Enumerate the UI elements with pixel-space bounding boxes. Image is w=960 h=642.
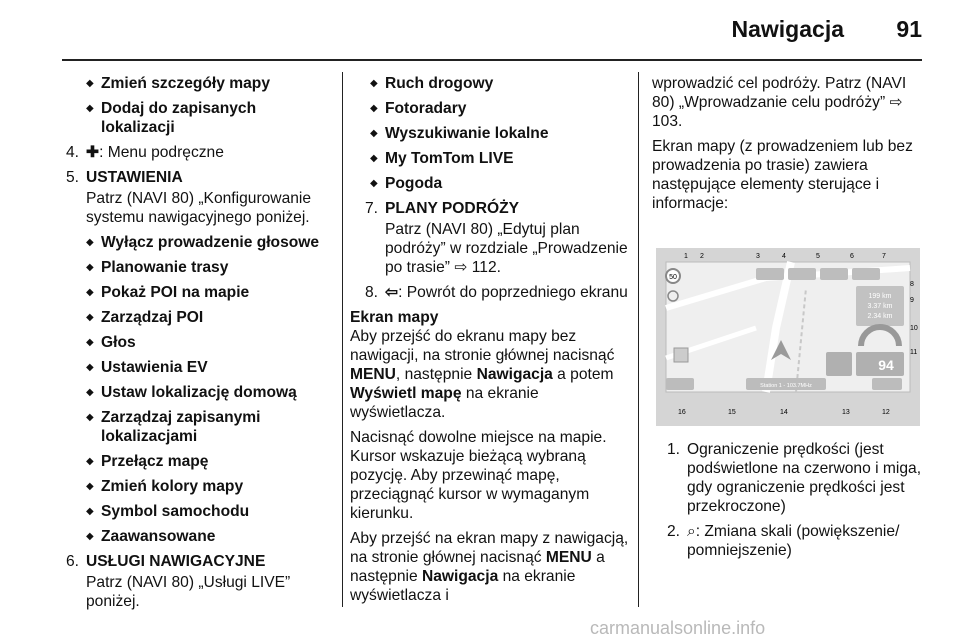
callout-13: 13 [842, 409, 850, 416]
column-3-list [652, 440, 924, 566]
plus-icon: ✚ [86, 144, 100, 161]
bullet-icon: ◆ [86, 481, 94, 492]
list-item-4: 4. ✚: Menu podręczne [66, 144, 224, 161]
bullet-icon: ◆ [86, 387, 94, 398]
list-item: ◆ Zmień szczegóły mapy [86, 75, 270, 92]
callout-12: 12 [882, 409, 890, 416]
page-number: 91 [896, 16, 922, 42]
column-1 [66, 74, 334, 617]
back-arrow-icon: ⇦ [385, 284, 399, 301]
list-item: ◆ Głos [86, 334, 136, 351]
list-item-5: 5. USTAWIENIA [66, 169, 183, 186]
column-2 [350, 74, 632, 611]
callout-14: 14 [780, 409, 788, 416]
station-text: Station 1 - 103.7MHz [760, 383, 812, 389]
header-rule [62, 59, 922, 61]
bullet-icon: ◆ [86, 262, 94, 273]
callout-1: 1 [684, 253, 688, 260]
item-5-description: Patrz (NAVI 80) „Konfigurowanie systemu nawigacyjnego poniżej. [86, 190, 312, 226]
callout-15: 15 [728, 409, 736, 416]
list-item: ◆ Symbol samochodu [86, 503, 250, 520]
list-item: ◆ Fotoradary [370, 100, 467, 117]
callout-7: 7 [882, 253, 886, 260]
bullet-icon: ◆ [86, 412, 94, 423]
callout-11: 11 [910, 349, 918, 356]
paragraph-4: wprowadzić cel podróży. Patrz (NAVI 80) „Wprowadzanie celu podróży” ⇨ 103. [652, 75, 907, 130]
list-item-map-2: 2. ⌕: Zmiana skali (powiększenie/ pomniejszenie) [667, 523, 900, 559]
bullet-icon: ◆ [86, 362, 94, 373]
bullet-icon: ◆ [370, 103, 378, 114]
list-item: ◆ Ruch drogowy [370, 75, 494, 92]
list-item-7: 7. PLANY PODRÓŻY [365, 200, 520, 217]
page-title: Nawigacja [731, 16, 844, 42]
bullet-icon: ◆ [370, 153, 378, 164]
zoom-icon: ⌕ [687, 523, 696, 540]
list-item: ◆ Zarządzaj POI [86, 309, 204, 326]
bullet-icon: ◆ [86, 237, 94, 248]
callout-3: 3 [756, 253, 760, 260]
bullet-icon: ◆ [86, 287, 94, 298]
watermark: carmanualsonline.info [590, 618, 766, 638]
callout-4: 4 [782, 253, 786, 260]
bullet-icon: ◆ [370, 178, 378, 189]
map-screen-illustration [656, 248, 920, 426]
column-3 [652, 74, 924, 219]
list-item: ◆ Pogoda [370, 175, 443, 192]
list-item: ◆ Dodaj do zapisanych lokalizacji [86, 100, 257, 136]
list-item: ◆ My TomTom LIVE [370, 150, 514, 167]
bullet-icon: ◆ [86, 531, 94, 542]
bullet-icon: ◆ [86, 506, 94, 517]
distance-2: 3.37 km [867, 303, 893, 310]
page-ref-icon: ⇨ [889, 94, 903, 111]
paragraph-5: Ekran mapy (z prowadzeniem lub bez prowadzenia po trasie) zawiera następujące elementy sterujące i informacje: [652, 138, 913, 212]
bullet-icon: ◆ [86, 456, 94, 467]
callout-5: 5 [816, 253, 820, 260]
paragraph-3: Aby przejść na ekran mapy z nawigacją, na stronie głównej nacisnąć MENU a następnie Nawigacja na ekranie wyświetlacza i [350, 530, 629, 604]
callout-9: 9 [910, 297, 914, 304]
item-7-description: Patrz (NAVI 80) „Edytuj plan podróży” w rozdziale „Prowadzenie po trasie” ⇨ 112. [385, 221, 628, 276]
list-item: ◆ Wyłącz prowadzenie głosowe [86, 234, 320, 251]
list-item: ◆ Przełącz mapę [86, 453, 209, 470]
column-divider-2 [638, 72, 639, 607]
paragraph-2: Nacisnąć dowolne miejsce na mapie. Kursor wskazuje bieżącą wybraną pozycję. Aby przewinąć mapę, przeciągnąć kursor w wymaganym kierunku. [350, 429, 607, 522]
bullet-icon: ◆ [370, 128, 378, 139]
list-item-8: 8. ⇦: Powrót do poprzedniego ekranu [365, 284, 628, 301]
callout-6: 6 [850, 253, 854, 260]
callout-8: 8 [910, 281, 914, 288]
map-screen-svg [656, 248, 920, 426]
callout-2: 2 [700, 253, 704, 260]
speed-limit-text: 50 [669, 274, 677, 281]
list-item: ◆ Zarządzaj zapisanymi lokalizacjami [86, 409, 261, 445]
column-divider-1 [342, 72, 343, 607]
page-ref-icon: ⇨ [454, 259, 468, 276]
list-item-map-1: 1. Ograniczenie prędkości (jest podświetlone na czerwono i miga, gdy ograniczenie prędkości jest przekroczone) [667, 441, 922, 515]
list-item: ◆ Ustawienia EV [86, 359, 208, 376]
paragraph-1: Aby przejść do ekranu mapy bez nawigacji, na stronie głównej nacisnąć MENU, następnie Nawigacja a potem Wyświetl mapę na ekranie wyświetlacza. [350, 328, 615, 421]
bullet-icon: ◆ [370, 78, 378, 89]
list-item: ◆ Ustaw lokalizację domową [86, 384, 297, 401]
bullet-icon: ◆ [86, 337, 94, 348]
bullet-icon: ◆ [86, 312, 94, 323]
item-6-description: Patrz (NAVI 80) „Usługi LIVE” poniżej. [86, 574, 291, 610]
list-item: ◆ Wyszukiwanie lokalne [370, 125, 549, 142]
callout-16: 16 [678, 409, 686, 416]
distance-1: 199 km [868, 293, 892, 300]
list-item: ◆ Zmień kolory mapy [86, 478, 244, 495]
list-item: ◆ Pokaż POI na mapie [86, 284, 250, 301]
list-item-6: 6. USŁUGI NAWIGACYJNE [66, 553, 266, 570]
bullet-icon: ◆ [86, 103, 94, 114]
section-heading: Ekran mapy [350, 309, 439, 326]
current-speed: 94 [878, 357, 894, 373]
bullet-icon: ◆ [86, 78, 94, 89]
callout-10: 10 [910, 325, 918, 332]
list-item: ◆ Planowanie trasy [86, 259, 229, 276]
distance-3: 2.34 km [867, 313, 893, 320]
list-item: ◆ Zaawansowane [86, 528, 216, 545]
page-header [0, 0, 960, 60]
